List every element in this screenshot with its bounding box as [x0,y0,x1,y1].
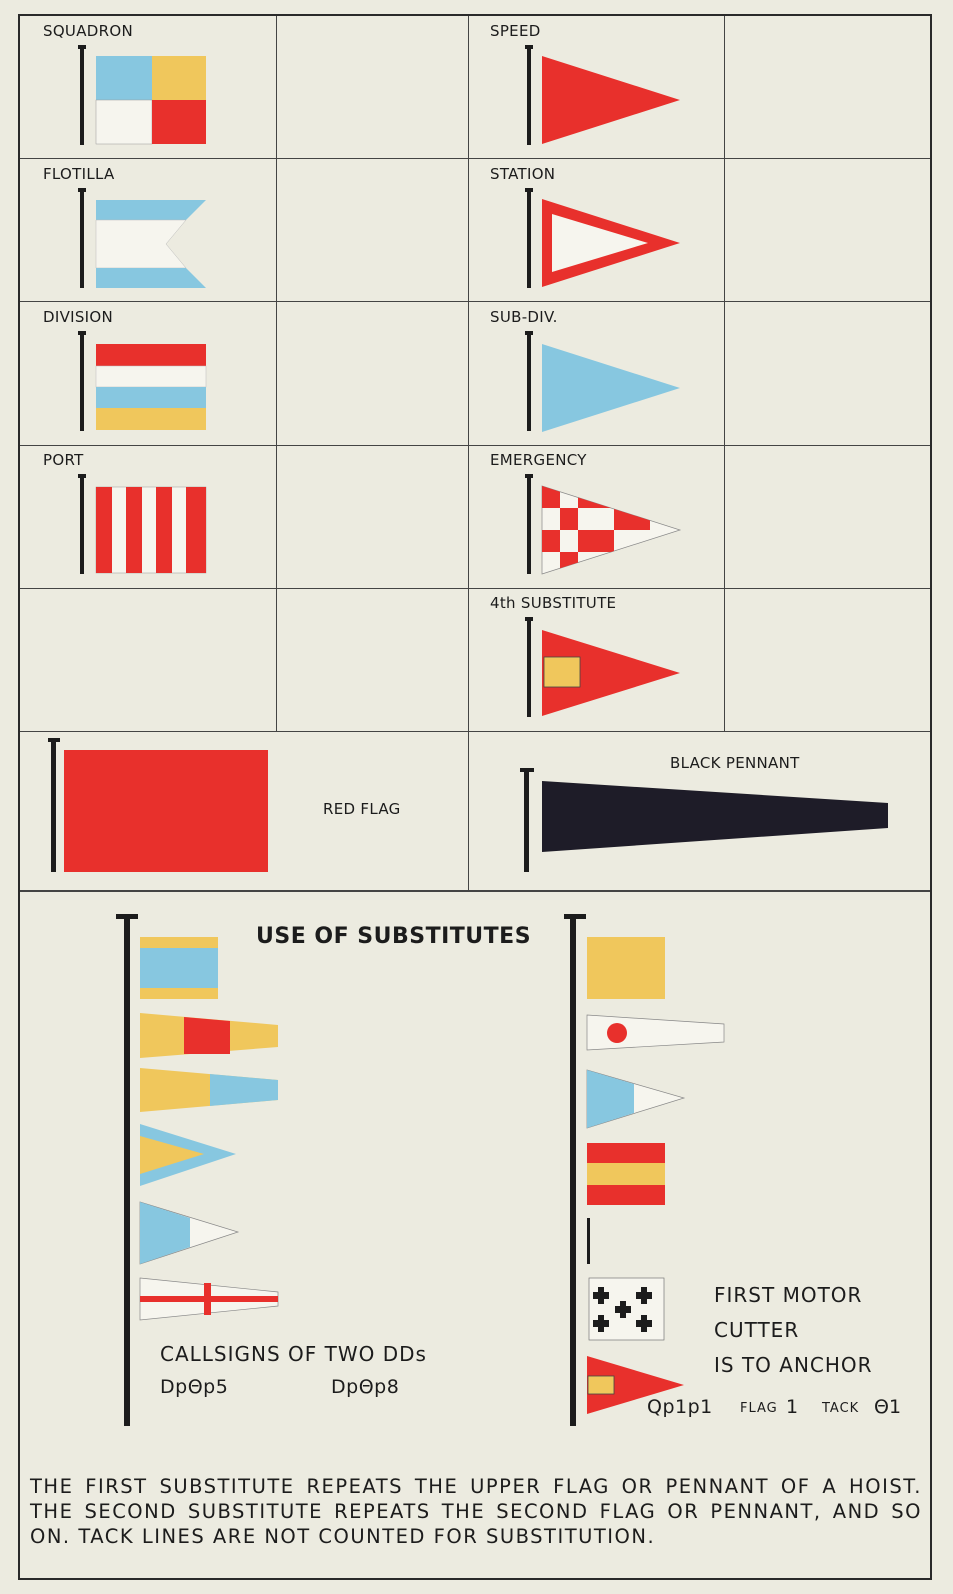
division-flag [78,331,206,431]
label-red-flag: RED FLAG [323,800,401,818]
label-squadron: SQUADRON [43,22,133,40]
left-code-1: DpΘp5 [160,1376,229,1398]
section-title: USE OF SUBSTITUTES [256,924,532,949]
emergency-pennant [525,474,680,574]
subdiv-pennant [525,331,680,432]
footer-note: THE FIRST SUBSTITUTE REPEATS THE UPPER FLAG OR PENNANT OF A HOIST. THE SECOND SUBSTITUTE REPEATS THE SECOND FLAG OR PENNANT, AND SO ON. TACK LINES ARE NOT COUNTED FOR SUBSTITUTION. [30,1475,922,1548]
label-black-pennant: BLACK PENNANT [670,754,800,772]
right-caption-line3: IS TO ANCHOR [714,1353,873,1377]
squadron-flag [78,45,206,145]
right-caption-line1: FIRST MOTOR [714,1283,863,1307]
black-pennant [520,768,888,872]
label-emergency: EMERGENCY [490,451,587,469]
label-station: STATION [490,165,556,183]
left-code-2: DpΘp8 [331,1376,400,1398]
tack-value: Θ1 [874,1396,902,1418]
flag-value: 1 [786,1396,800,1418]
label-division: DIVISION [43,308,114,326]
flag-label: FLAG [740,1401,778,1416]
red-flag [48,738,268,872]
flotilla-flag [78,188,206,288]
right-caption-line2: CUTTER [714,1318,800,1342]
right-hoist [564,914,724,1426]
label-speed: SPEED [490,22,541,40]
label-port: PORT [43,451,84,469]
speed-pennant [525,45,680,145]
port-flag [78,474,206,574]
label-4th-substitute: 4th SUBSTITUTE [490,594,617,612]
label-subdiv: SUB-DIV. [490,308,558,326]
left-caption: CALLSIGNS OF TWO DDs [160,1342,427,1366]
fourth-substitute-pennant [525,617,680,717]
right-code: Qp1p1 [647,1396,713,1418]
tack-label: TACK [822,1401,860,1416]
station-pennant [525,188,680,288]
label-flotilla: FLOTILLA [43,165,115,183]
